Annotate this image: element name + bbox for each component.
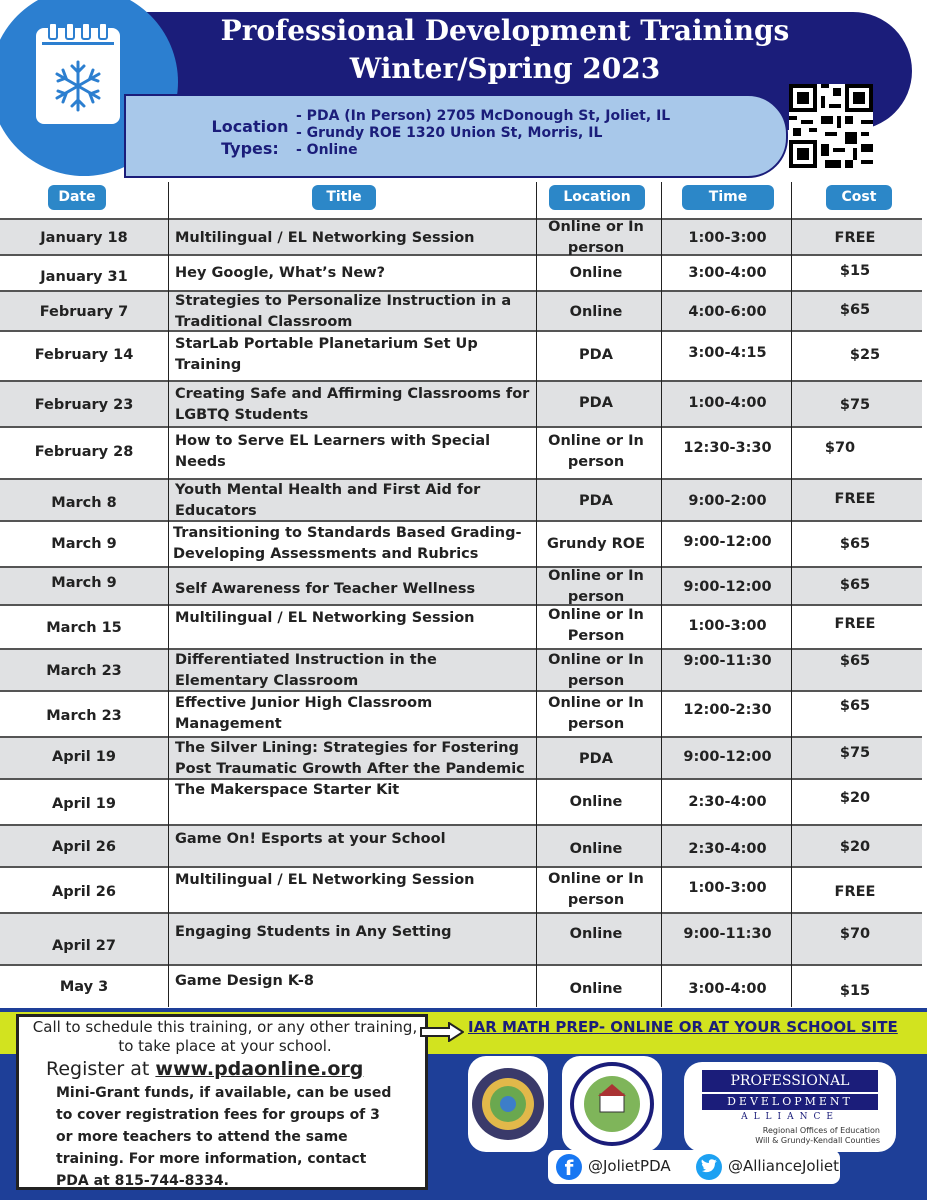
column-divider [536, 182, 537, 1007]
column-header-time: Time [682, 185, 774, 210]
iar-math-prep-link[interactable]: IAR MATH PREP- ONLINE OR AT YOUR SCHOOL SITE [468, 1018, 898, 1036]
row-title: The Silver Lining: Strategies for Fostering Post Traumatic Growth After the Pandemic [175, 740, 525, 777]
row-cost: FREE [834, 490, 876, 507]
row-time: 2:30-4:00 [688, 793, 767, 810]
row-title: Engaging Students in Any Setting [175, 923, 452, 940]
row-date: March 8 [51, 494, 117, 511]
mini-grant-body: Mini-Grant funds, if available, can be used to cover registration fees for groups of 3 or more teachers to attend the same training. For more information, contact PDA at [56, 1085, 392, 1189]
register-prefix: Register at [46, 1058, 150, 1080]
row-location: Online or In person [548, 695, 644, 732]
row-location: Online or In person [548, 871, 644, 908]
row-date: February 28 [34, 443, 134, 460]
table-row [0, 692, 922, 736]
row-location: PDA [579, 394, 613, 411]
row-location: Grundy ROE [547, 535, 645, 552]
row-cost: $15 [839, 982, 871, 999]
row-date: February 14 [34, 346, 134, 363]
row-title: Transitioning to Standards Based Grading- Developing Assessments and Rubrics [173, 525, 522, 562]
mini-grant-text [56, 1082, 396, 1192]
table-row [0, 428, 922, 476]
row-location: Online [569, 264, 623, 281]
row-cost: $75 [839, 396, 871, 413]
row-time: 9:00-12:00 [683, 533, 772, 550]
location-item: - Grundy ROE 1320 Union St, Morris, IL [296, 125, 603, 141]
row-time: 1:00-3:00 [688, 229, 767, 246]
call-to-schedule-text: Call to schedule this training, or any other training, to take place at your school. [32, 1018, 418, 1055]
row-cost: FREE [834, 229, 876, 246]
row-date: April 19 [52, 748, 116, 765]
row-time: 3:00-4:00 [688, 980, 767, 997]
page-subtitle: Winter/Spring 2023 [349, 52, 661, 85]
row-date: February 23 [34, 396, 134, 413]
row-time: 2:30-4:00 [688, 840, 767, 857]
row-location: PDA [579, 492, 613, 509]
row-title: StarLab Portable Planetarium Set Up Training [175, 336, 478, 373]
row-date: March 23 [46, 662, 122, 679]
row-time: 12:30-3:30 [683, 439, 772, 456]
row-date: January 18 [40, 229, 128, 246]
table-row [0, 912, 922, 966]
register-link[interactable]: www.pdaonline.org [155, 1058, 364, 1080]
row-location: Online [569, 303, 623, 320]
row-location: Online or In person [548, 568, 644, 605]
arrow-right-icon [420, 1022, 464, 1042]
table-row [0, 648, 922, 692]
row-title: Strategies to Personalize Instruction in a Traditional Classroom [175, 293, 512, 330]
row-location: Online or In person [548, 652, 644, 689]
snowflake-icon [50, 58, 106, 114]
row-time: 9:00-12:00 [683, 748, 772, 765]
row-title: Self Awareness for Teacher Wellness [175, 580, 476, 597]
row-cost: FREE [834, 615, 876, 632]
table-row [0, 218, 922, 256]
row-date: February 7 [39, 303, 129, 320]
row-cost: $65 [839, 697, 871, 714]
row-cost: FREE [834, 883, 876, 900]
row-time: 3:00-4:15 [688, 344, 767, 361]
row-cost: $25 [849, 346, 881, 363]
qr-code[interactable] [789, 84, 873, 168]
row-date: March 15 [46, 619, 122, 636]
column-header-date: Date [48, 185, 106, 210]
row-date: March 9 [51, 574, 117, 591]
trainings-table [0, 212, 927, 1007]
row-location: Online [569, 793, 623, 810]
row-title: Game Design K-8 [175, 972, 314, 989]
row-title: Hey Google, What’s New? [175, 264, 386, 281]
row-cost: $65 [839, 301, 871, 318]
location-types-list [296, 108, 670, 159]
column-divider [661, 182, 662, 1007]
row-time: 9:00-12:00 [683, 578, 772, 595]
table-row [0, 256, 922, 290]
row-location: Online or In person [548, 433, 644, 470]
row-location: PDA [579, 750, 613, 767]
row-date: April 26 [52, 883, 116, 900]
column-header-location: Location [549, 185, 645, 210]
twitter-handle[interactable]: @AllianceJoliet [728, 1157, 839, 1175]
row-time: 1:00-3:00 [688, 617, 767, 634]
row-location: Online [569, 925, 623, 942]
row-title: Creating Safe and Affirming Classrooms for LGBTQ Students [175, 386, 530, 423]
column-divider [168, 182, 169, 1007]
phone-number[interactable]: 815-744-8334. [114, 1173, 229, 1189]
pda-logo: PROFESSIONAL DEVELOPMENT ALLIANCE Regional Offices of Education Will & Grundy-Kendall Counties [684, 1062, 896, 1152]
table-row [0, 290, 922, 332]
location-types-label: Location Types: [211, 117, 289, 158]
row-location: Online [569, 840, 623, 857]
location-item: - Online [296, 142, 358, 158]
row-date: May 3 [59, 978, 109, 995]
row-time: 12:00-2:30 [683, 701, 772, 718]
row-location: Online or In Person [548, 607, 644, 644]
column-header-cost: Cost [826, 185, 892, 210]
row-title: Effective Junior High Classroom Management [175, 695, 433, 732]
row-time: 9:00-2:00 [688, 492, 767, 509]
row-title: Multilingual / EL Networking Session [175, 871, 475, 888]
row-cost: $20 [839, 838, 871, 855]
row-time: 1:00-4:00 [688, 394, 767, 411]
table-row [0, 478, 922, 522]
row-location: Online [569, 980, 623, 997]
row-date: April 27 [52, 937, 116, 954]
row-title: Game On! Esports at your School [175, 830, 446, 847]
social-links [548, 1150, 840, 1184]
row-location: PDA [579, 346, 613, 363]
page-title: Professional Development Trainings [220, 14, 790, 47]
column-divider [791, 182, 792, 1007]
row-time: 1:00-3:00 [688, 879, 767, 896]
facebook-handle[interactable]: @JolietPDA [588, 1157, 671, 1175]
twitter-icon[interactable] [696, 1154, 722, 1180]
row-cost: $65 [839, 652, 871, 669]
row-cost: $70 [824, 439, 856, 456]
row-time: 3:00-4:00 [688, 264, 767, 281]
row-cost: $65 [839, 535, 871, 552]
row-title: Youth Mental Health and First Aid for Educators [175, 482, 481, 519]
table-row [0, 966, 922, 1008]
grundy-kendall-roe-seal [562, 1056, 662, 1152]
row-cost: $15 [839, 262, 871, 279]
table-row [0, 332, 922, 378]
row-title: Differentiated Instruction in the Elementary Classroom [175, 652, 437, 689]
register-line [46, 1058, 363, 1080]
row-title: Multilingual / EL Networking Session [175, 229, 475, 246]
row-time: 9:00-11:30 [683, 652, 772, 669]
row-location: Online or In person [548, 219, 644, 256]
table-row [0, 380, 922, 428]
facebook-icon[interactable]: f [556, 1154, 582, 1180]
row-time: 4:00-6:00 [688, 303, 767, 320]
row-cost: $20 [839, 789, 871, 806]
row-cost: $65 [839, 576, 871, 593]
row-date: April 19 [52, 795, 116, 812]
snowflake-calendar-icon [36, 28, 120, 124]
row-title: The Makerspace Starter Kit [175, 781, 400, 798]
row-time: 9:00-11:30 [683, 925, 772, 942]
location-item: - PDA (In Person) 2705 McDonough St, Joliet, IL [296, 108, 671, 124]
row-title: How to Serve EL Learners with Special Needs [175, 433, 491, 470]
row-date: January 31 [40, 268, 128, 285]
row-cost: $70 [839, 925, 871, 942]
will-county-seal [468, 1056, 548, 1152]
row-title: Multilingual / EL Networking Session [175, 609, 475, 626]
table-row [0, 522, 922, 566]
column-header-title: Title [312, 185, 376, 210]
row-date: April 26 [52, 838, 116, 855]
row-date: March 9 [51, 535, 117, 552]
row-cost: $75 [839, 744, 871, 761]
row-date: March 23 [46, 707, 122, 724]
